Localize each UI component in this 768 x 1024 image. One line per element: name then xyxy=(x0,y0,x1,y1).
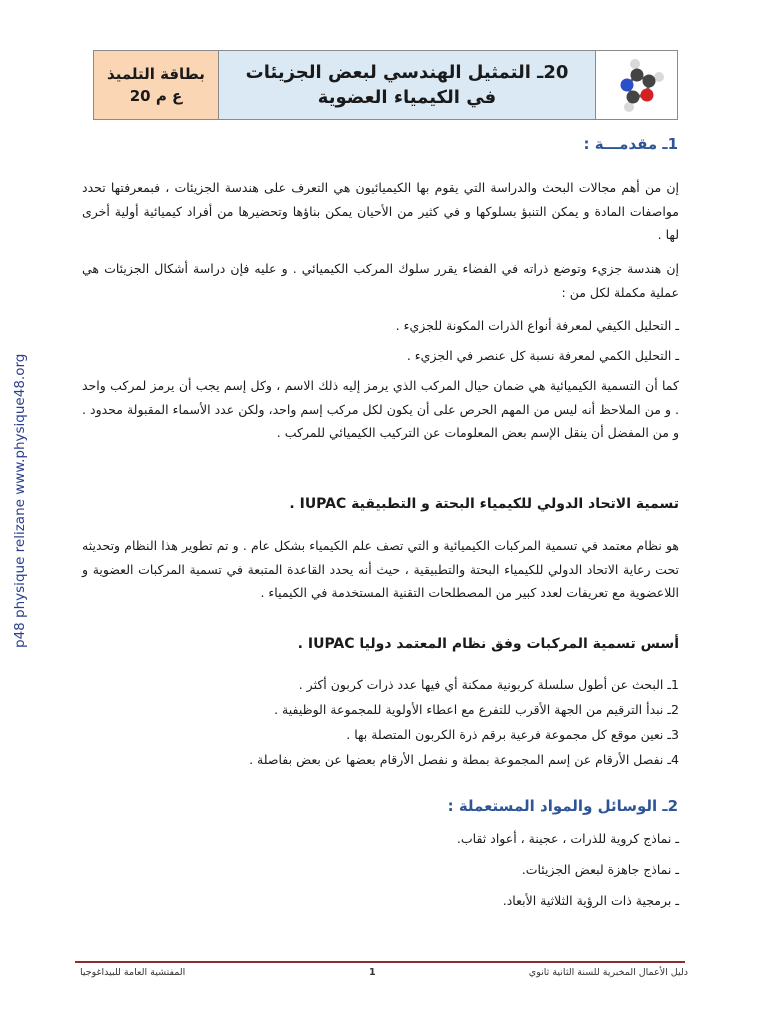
side-watermark: p48 physique relizane www.physique48.org xyxy=(12,353,28,648)
student-card-cell xyxy=(94,51,218,119)
student-card-label: بطاقة التلميذ xyxy=(107,65,205,83)
list-item: ـ التحليل الكمي لمعرفة نسبة كل عنصر في الجزيء . xyxy=(406,348,679,363)
intro-heading: 1ـ مقدمـــة : xyxy=(583,135,678,153)
intro-paragraph-3: كما أن التسمية الكيميائية هي ضمان حيال المركب الذي يرمز إليه ذلك الاسم ، وكل إسم يجب أن يرمز لمركب واحد . و من الملاحظ أنه ليس من المهم الحرص على أن يكون لكل مركب إسم واحد، ولكن عدد الأسماء المقبولة محدود . و من المفضل أن ينقل الإسم بعض المعلومات عن التركيب الكيميائي للمركب . xyxy=(82,378,679,440)
logo-cell xyxy=(595,51,677,119)
list-item: ـ برمجية ذات الرؤية الثلاثية الأبعاد. xyxy=(502,893,679,908)
card-code: ع م 20 xyxy=(129,87,183,105)
list-item: 3ـ نعين موقع كل مجموعة فرعية برقم ذرة الكربون المتصلة بها . xyxy=(346,727,679,742)
list-item: 1ـ البحث عن أطول سلسلة كربونية ممكنة أي فيها عدد ذرات كربون أكثر . xyxy=(298,677,679,692)
page-number: 1 xyxy=(369,967,376,978)
header-table xyxy=(93,50,678,120)
iupac-paragraph: هو نظام معتمد في تسمية المركبات الكيميائية و التي تصف علم الكيمياء بشكل عام . و تم تطوير هذا النظام وتحديثه تحت رعاية الاتحاد الدولي للكيمياء البحتة والتطبيقية ، حيث أنه يحدد القاعدة المتبعة في تسمية المركبات العضوية و اللاعضوية مع تعريفات لعدد كبير من المصطلحات التقنية المستخدمة في الكيمياء . xyxy=(82,538,679,600)
iupac-heading: تسمية الاتحاد الدولي للكيمياء البحتة و التطبيقية IUPAC . xyxy=(289,496,679,512)
intro-paragraph-2: إن هندسة جزيء وتوضع ذراته في الفضاء يقرر سلوك المركب الكيميائي . و عليه فإن دراسة أشكال الجزيئات هي عملية مكملة لكل من : xyxy=(82,261,679,300)
list-item: ـ نماذج جاهزة لبعض الجزيئات. xyxy=(521,862,679,877)
footer-divider xyxy=(75,961,685,963)
title-line-1: 20ـ التمثيل الهندسي لبعض الجزيئات xyxy=(245,62,569,83)
molecule-model-icon xyxy=(609,57,665,113)
intro-paragraph-1: إن من أهم مجالات البحث والدراسة التي يقوم بها الكيميائيون هي التعرف على هندسة الجزيئات ، فبمعرفتها تحدد مواصفات المادة و يمكن التنبؤ بسلوكها و في كثير من الأحيان يمكن بناؤها وتحضيرها من أفراد كيميائية أولية أخرى لها . xyxy=(82,180,679,242)
title-line-2: في الكيمياء العضوية xyxy=(317,87,497,108)
list-item: ـ نماذج كروية للذرات ، عجينة ، أعواد ثقاب. xyxy=(456,831,679,846)
materials-heading: 2ـ الوسائل والمواد المستعملة : xyxy=(447,797,678,815)
list-item: 2ـ نبدأ الترقيم من الجهة الأقرب للتفرع مع اعطاء الأولوية للمجموعة الوظيفية . xyxy=(274,702,679,717)
page-title xyxy=(218,51,595,119)
list-item: 4ـ نفصل الأرقام عن إسم المجموعة بمطة و نفصل الأرقام بعضها عن بعض بفاصلة . xyxy=(249,752,679,767)
list-item: ـ التحليل الكيفي لمعرفة أنواع الذرات المكونة للجزيء . xyxy=(395,318,679,333)
footer-left-text: المفتشية العامة للبيداغوجيا xyxy=(80,967,186,978)
footer-right-text: دليل الأعمال المخبرية للسنة الثانية ثانوي xyxy=(528,967,688,978)
iupac-rules-heading: أسس تسمية المركبات وفق نظام المعتمد دوليا IUPAC . xyxy=(297,636,679,652)
